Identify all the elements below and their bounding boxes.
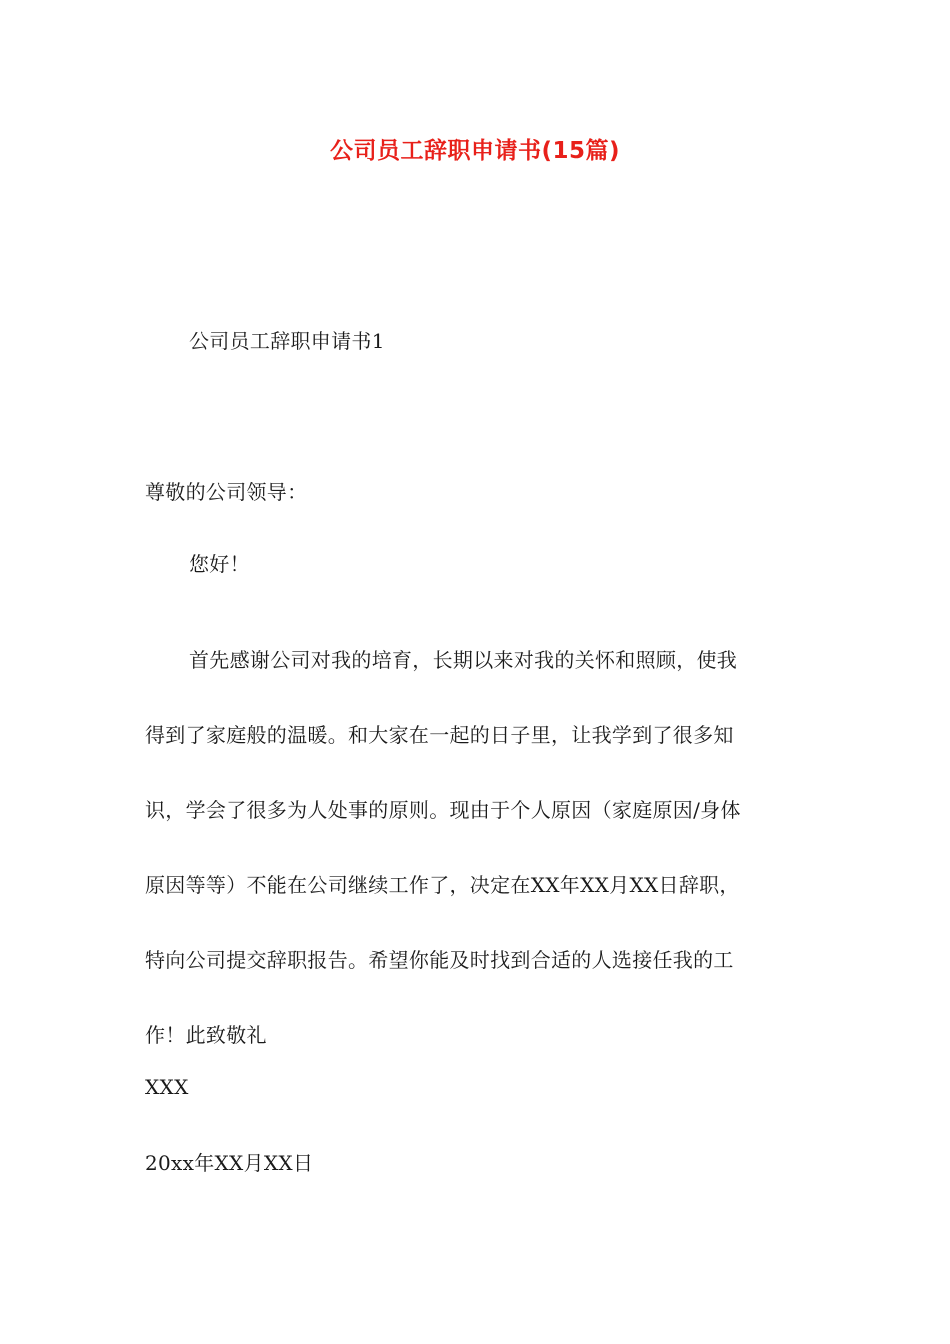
body-line: 原因等等）不能在公司继续工作了，决定在XX年XX月XX日辞职， [145,873,740,897]
body-paragraph [145,623,810,1073]
body-line: 首先感谢公司对我的培育，长期以来对我的关怀和照顾，使我 [189,648,738,672]
signature: XXX [145,1075,189,1099]
section-heading: 公司员工辞职申请书1 [189,329,385,353]
body-line: 作！此致敬礼 [145,1023,267,1047]
document-title: 公司员工辞职申请书(15篇) [329,138,621,164]
body-line: 特向公司提交辞职报告。希望你能及时找到合适的人选接任我的工 [145,948,734,972]
body-line: 识，学会了很多为人处事的原则。现由于个人原因（家庭原因/身体 [145,798,741,822]
body-line: 得到了家庭般的温暖。和大家在一起的日子里，让我学到了很多知 [145,723,734,747]
greeting: 您好！ [189,552,250,576]
salutation: 尊敬的公司领导： [145,480,308,504]
date: 20xx年XX月XX日 [145,1151,314,1175]
